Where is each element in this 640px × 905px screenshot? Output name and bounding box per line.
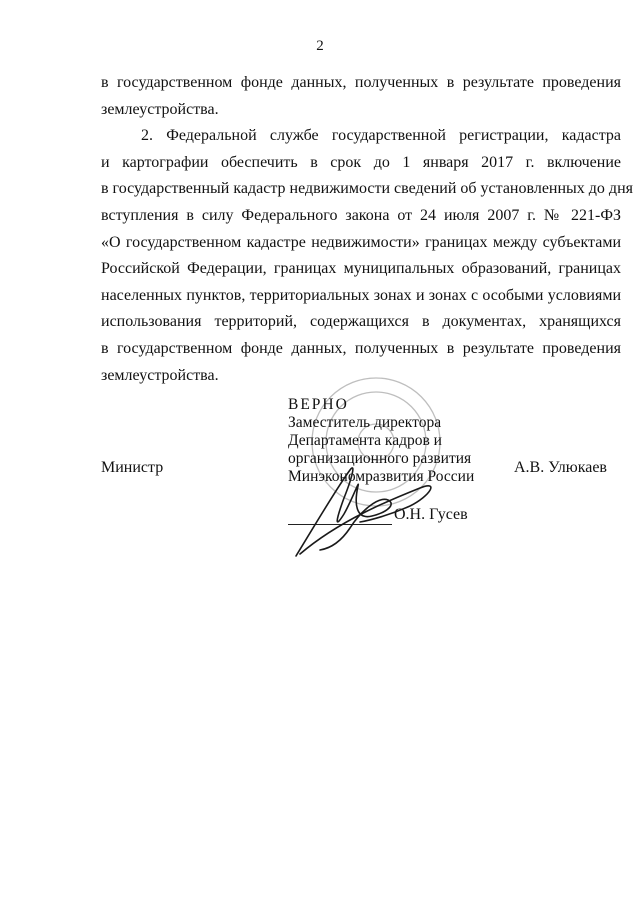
signer-name: О.Н. Гусев <box>394 506 468 523</box>
page-number: 2 <box>316 38 324 54</box>
minister-name: А.В. Улюкаев <box>514 459 607 476</box>
certify-line: Заместитель директора <box>288 414 442 431</box>
text-line: землеустройства. <box>101 366 219 384</box>
text-line: в государственный кадастр недвижимости сведений об установленных до дня <box>101 180 633 198</box>
text-line: «О государственном кадастре недвижимости» границах между субъектами <box>101 233 621 251</box>
certify-line: организационного развития <box>288 450 472 467</box>
text-line: землеустройства. <box>101 100 219 118</box>
text-line: и картографии обеспечить в срок до 1 января 2017 г. включение <box>101 153 621 171</box>
minister-label: Министр <box>101 459 164 476</box>
certify-line: Минэкономразвития России <box>288 468 475 485</box>
certify-line: Департамента кадров и <box>288 432 442 449</box>
text-line: использования территорий, содержащихся в документах, хранящихся <box>101 313 621 331</box>
certify-word: ВЕРНО <box>288 396 349 413</box>
text-line: в государственном фонде данных, полученных в результате проведения <box>101 339 621 357</box>
text-line: населенных пунктов, территориальных зонах и зонах с особыми условиями <box>101 286 621 304</box>
text-line: вступления в силу Федерального закона от 24 июля 2007 г. № 221-ФЗ <box>101 206 621 224</box>
text-line: в государственном фонде данных, полученных в результате проведения <box>101 74 621 91</box>
text-line: Российской Федерации, границах муниципальных образований, границах <box>101 260 621 278</box>
text-line: 2. Федеральной службе государственной регистрации, кадастра <box>141 127 621 145</box>
